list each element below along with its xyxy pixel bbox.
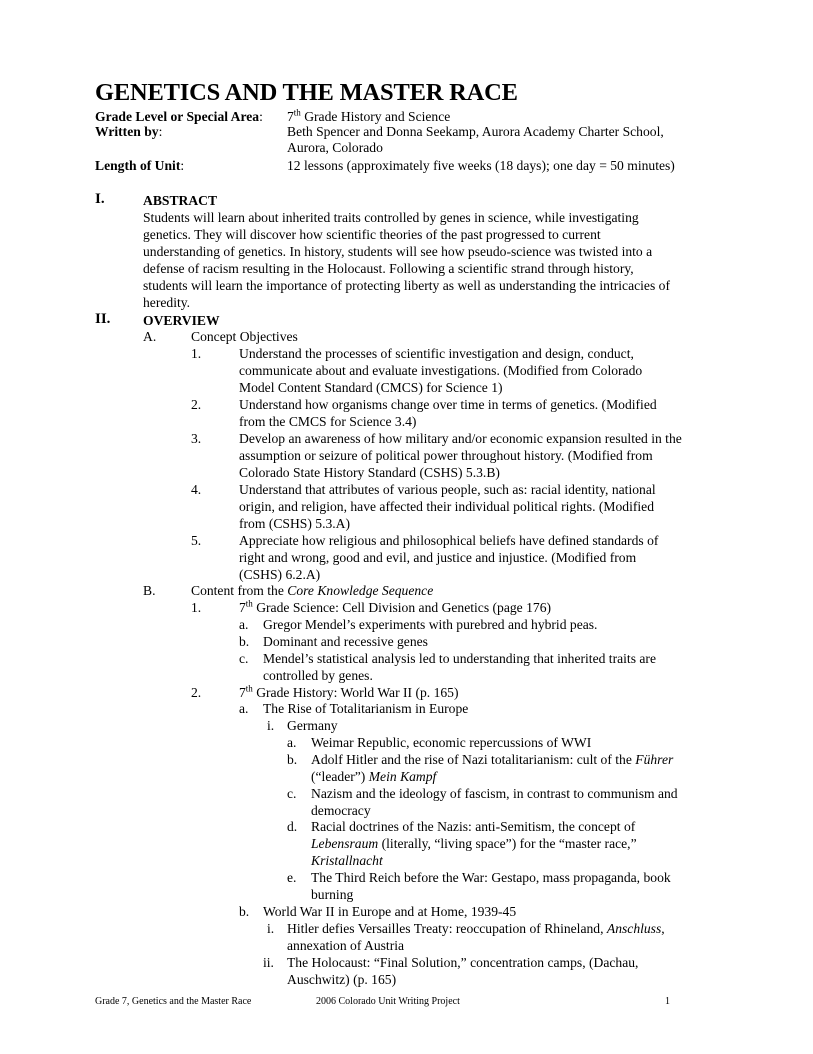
objective-number: 3. xyxy=(191,431,202,446)
objective-line: right and wrong, good and evil, and justice and injustice. (Modified from xyxy=(239,550,637,565)
objective-line: from (CSHS) 5.3.A) xyxy=(239,516,351,531)
objective-item xyxy=(239,481,656,532)
grade-value: 7th Grade History and Science xyxy=(287,107,451,124)
deep-item: Weimar Republic, economic repercussions of WWI xyxy=(311,735,592,750)
sub-item: Gregor Mendel’s experiments with purebred and hybrid peas. xyxy=(263,617,598,632)
length-value: 12 lessons (approximately five weeks (18 days); one day = 50 minutes) xyxy=(287,158,675,173)
sub-item: Mendel’s statistical analysis led to understanding that inherited traits are xyxy=(263,651,656,666)
objective-line: (CSHS) 6.2.A) xyxy=(239,567,321,582)
section-numeral-ii: II. xyxy=(95,311,111,327)
deep-item-cont: burning xyxy=(311,887,354,902)
footer-left: Grade 7, Genetics and the Master Race xyxy=(95,996,252,1007)
section-numeral-i: I. xyxy=(95,191,105,207)
objective-line: Develop an awareness of how military and/or economic expansion resulted in the xyxy=(239,431,682,446)
roman-numeral: ii. xyxy=(263,955,274,970)
sub-letter: b. xyxy=(239,904,250,919)
footer-page-number: 1 xyxy=(665,996,670,1007)
deep-item: Nazism and the ideology of fascism, in contrast to communism and xyxy=(311,786,678,801)
deep-item-cont: Lebensraum (literally, “living space”) for the “master race,” xyxy=(311,836,637,851)
deep-item: The Third Reich before the War: Gestapo, mass propaganda, book xyxy=(311,870,671,885)
objective-number: 5. xyxy=(191,533,202,548)
section-b-title: Content from the Core Knowledge Sequence xyxy=(191,583,434,598)
roman-numeral: i. xyxy=(267,718,275,733)
sub-letter: c. xyxy=(239,651,249,666)
deep-letter: c. xyxy=(287,786,297,801)
abstract-paragraph xyxy=(143,209,670,311)
abstract-line: defense of racism resulting in the Holocaust. Following a scientific strand through history, xyxy=(143,261,634,276)
objective-line: Model Content Standard (CMCS) for Science 1) xyxy=(239,380,503,395)
objective-item xyxy=(239,396,657,430)
length-label: Length of Unit: xyxy=(95,158,185,173)
written-by-label: Written by: xyxy=(95,124,163,139)
roman-item: Germany xyxy=(287,718,338,733)
objective-line: Understand that attributes of various people, such as: racial identity, national xyxy=(239,482,656,497)
content-item-history: 7th Grade History: World War II (p. 165) xyxy=(239,683,459,700)
deep-item: Adolf Hitler and the rise of Nazi totalitarianism: cult of the Führer xyxy=(311,752,674,767)
objective-item xyxy=(239,345,642,396)
deep-item-cont: (“leader”) Mein Kampf xyxy=(311,769,437,784)
deep-item: Racial doctrines of the Nazis: anti-Semitism, the concept of xyxy=(311,819,636,834)
deep-letter: a. xyxy=(287,735,297,750)
objective-item xyxy=(239,532,658,583)
roman-numeral: i. xyxy=(267,921,275,936)
deep-letter: b. xyxy=(287,752,298,767)
grade-label: Grade Level or Special Area: xyxy=(95,109,263,124)
content-item-science: 7th Grade Science: Cell Division and Genetics (page 176) xyxy=(239,598,552,615)
objective-line: communicate about and evaluate investigations. (Modified from Colorado xyxy=(239,363,643,378)
footer-center: 2006 Colorado Unit Writing Project xyxy=(316,996,460,1007)
sub-item: The Rise of Totalitarianism in Europe xyxy=(263,701,469,716)
section-a-letter: A. xyxy=(143,329,157,344)
abstract-heading: ABSTRACT xyxy=(143,193,218,208)
section-a-title: Concept Objectives xyxy=(191,329,298,344)
objective-line: assumption or seizure of political power throughout history. (Modified from xyxy=(239,448,653,463)
roman-item-cont: Auschwitz) (p. 165) xyxy=(287,972,397,987)
objective-number: 4. xyxy=(191,482,202,497)
abstract-line: students will learn the importance of protecting liberty as well as understanding the intricacies of xyxy=(143,278,670,293)
deep-letter: e. xyxy=(287,870,297,885)
roman-item: The Holocaust: “Final Solution,” concentration camps, (Dachau, xyxy=(287,955,639,970)
objective-item xyxy=(239,430,682,481)
written-by-value-line1: Beth Spencer and Donna Seekamp, Aurora Academy Charter School, xyxy=(287,124,664,139)
objective-line: Understand how organisms change over time in terms of genetics. (Modified xyxy=(239,397,657,412)
abstract-line: heredity. xyxy=(143,295,191,310)
overview-heading: OVERVIEW xyxy=(143,313,220,328)
sub-item-cont: controlled by genes. xyxy=(263,668,373,683)
objective-number: 2. xyxy=(191,397,202,412)
objective-line: from the CMCS for Science 3.4) xyxy=(239,414,417,429)
deep-item-cont: democracy xyxy=(311,803,371,818)
deep-item-cont: Kristallnacht xyxy=(311,853,383,868)
roman-item: Hitler defies Versailles Treaty: reoccupation of Rhineland, Anschluss, xyxy=(287,921,665,936)
objective-number: 1. xyxy=(191,346,202,361)
page-title: GENETICS AND THE MASTER RACE xyxy=(95,79,518,106)
abstract-line: understanding of genetics. In history, students will see how pseudo-science was twisted into a xyxy=(143,244,653,259)
objective-line: Appreciate how religious and philosophical beliefs have defined standards of xyxy=(239,533,659,548)
sub-letter: b. xyxy=(239,634,250,649)
content-number: 2. xyxy=(191,685,202,700)
sub-item: World War II in Europe and at Home, 1939-45 xyxy=(263,904,517,919)
sub-item: Dominant and recessive genes xyxy=(263,634,428,649)
deep-letter: d. xyxy=(287,819,298,834)
sub-letter: a. xyxy=(239,701,249,716)
section-b-letter: B. xyxy=(143,583,156,598)
abstract-line: genetics. They will discover how scientific theories of the past progressed to current xyxy=(143,227,601,242)
roman-item-cont: annexation of Austria xyxy=(287,938,405,953)
sub-letter: a. xyxy=(239,617,249,632)
objective-line: Understand the processes of scientific investigation and design, conduct, xyxy=(239,346,634,361)
objective-line: Colorado State History Standard (CSHS) 5.3.B) xyxy=(239,465,500,480)
written-by-value-line2: Aurora, Colorado xyxy=(287,140,383,155)
objective-line: origin, and religion, have affected their individual political rights. (Modified xyxy=(239,499,655,514)
abstract-line: Students will learn about inherited traits controlled by genes in science, while investigating xyxy=(143,210,639,225)
content-number: 1. xyxy=(191,600,202,615)
